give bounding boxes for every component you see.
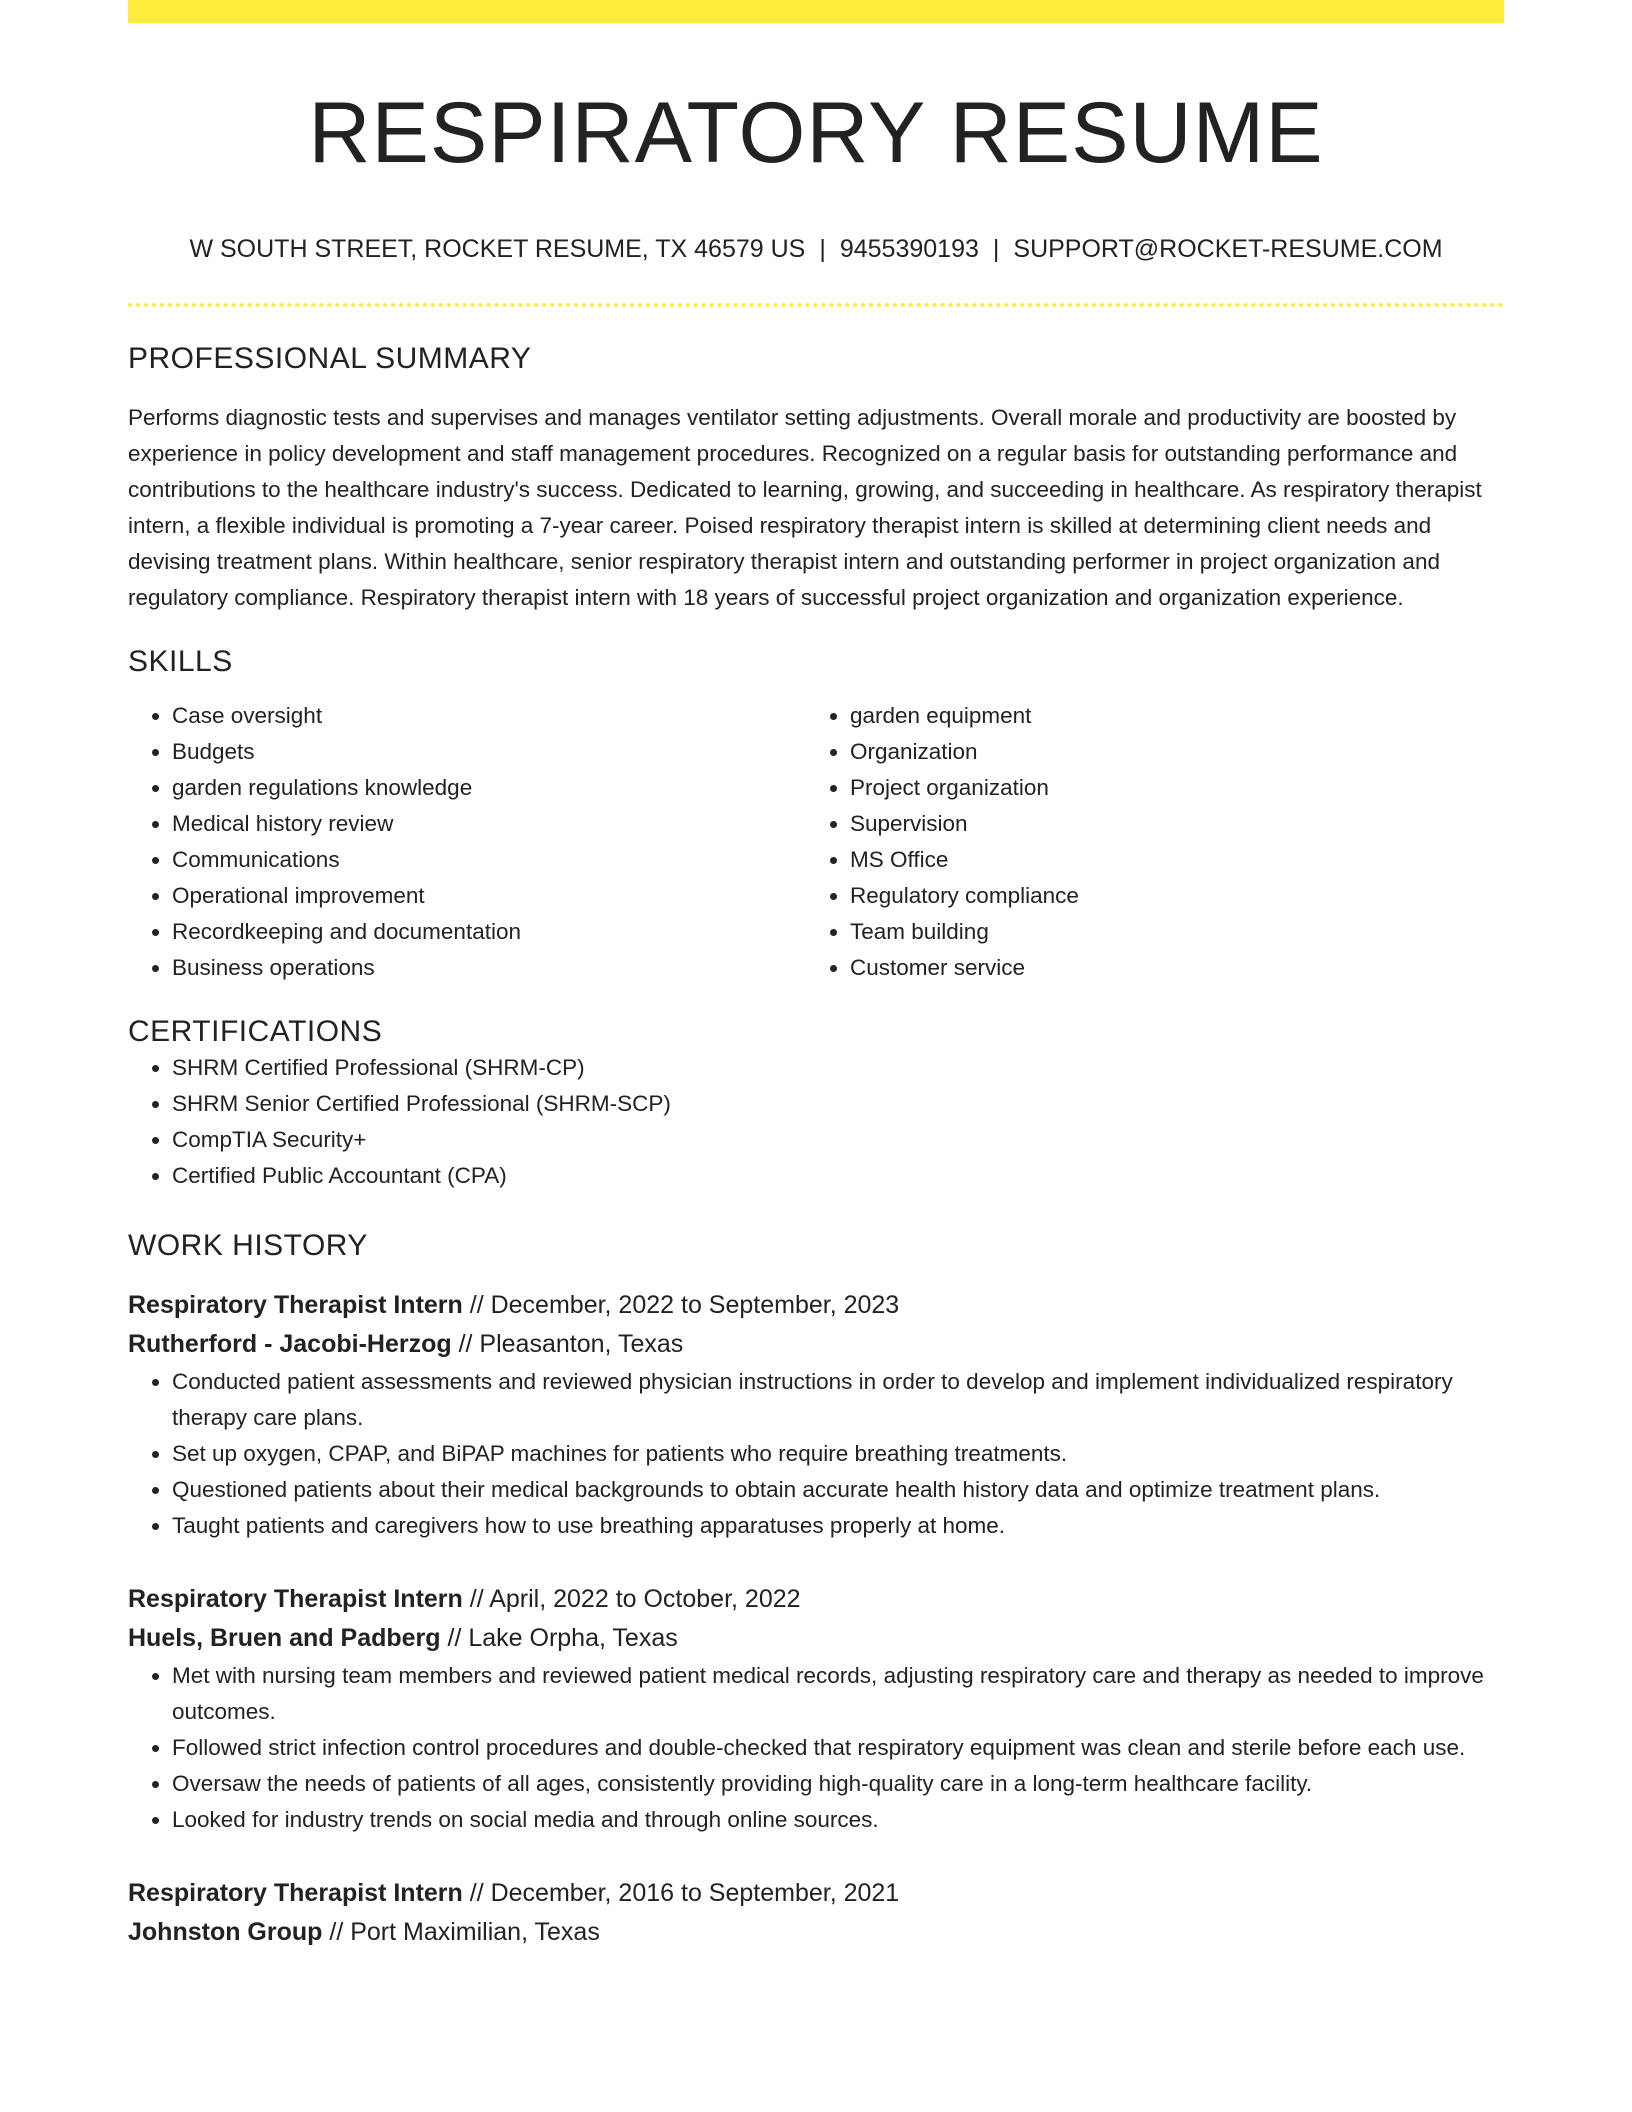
skill-item: • Case oversight xyxy=(172,698,806,734)
contact-separator: | xyxy=(992,235,1000,263)
job-company: Rutherford - Jacobi-Herzog xyxy=(128,1330,452,1358)
skills-grid xyxy=(128,698,1504,986)
certifications-heading: CERTIFICATIONS xyxy=(128,1015,383,1048)
job-bullet: • Set up oxygen, CPAP, and BiPAP machines for patients who require breathing treatments. xyxy=(172,1436,1504,1472)
job-company-line xyxy=(128,1619,1504,1658)
summary-heading: PROFESSIONAL SUMMARY xyxy=(128,342,532,375)
skill-item: • garden equipment xyxy=(850,698,1484,734)
skills-heading: SKILLS xyxy=(128,645,233,678)
job-title: Respiratory Therapist Intern xyxy=(128,1291,463,1319)
contact-address: W SOUTH STREET, ROCKET RESUME, TX 46579 US xyxy=(189,235,806,263)
resume-title: RESPIRATORY RESUME xyxy=(308,85,1324,181)
skill-item: • Organization xyxy=(850,734,1484,770)
skill-item: • Budgets xyxy=(172,734,806,770)
certification-item: • SHRM Senior Certified Professional (SHRM-SCP) xyxy=(172,1086,1504,1122)
skills-left-column xyxy=(128,698,806,986)
job-location: // Port Maximilian, Texas xyxy=(329,1918,600,1946)
job-title: Respiratory Therapist Intern xyxy=(128,1879,463,1907)
job-title-line xyxy=(128,1580,1504,1619)
certification-item: • Certified Public Accountant (CPA) xyxy=(172,1158,1504,1194)
job-bullet: • Looked for industry trends on social media and through online sources. xyxy=(172,1802,1504,1838)
job-bullets xyxy=(128,1658,1504,1838)
job-bullet: • Conducted patient assessments and reviewed physician instructions in order to develop and implement individualized respiratory therapy care plans. xyxy=(172,1364,1504,1436)
work-history-heading: WORK HISTORY xyxy=(128,1229,368,1262)
job-bullet: • Oversaw the needs of patients of all ages, consistently providing high-quality care in a long-term healthcare facility. xyxy=(172,1766,1504,1802)
job-company: Johnston Group xyxy=(128,1918,323,1946)
job-bullet: • Questioned patients about their medical backgrounds to obtain accurate health history data and optimize treatment plans. xyxy=(172,1472,1504,1508)
resume-page xyxy=(128,0,1504,1952)
job-location: // Lake Orpha, Texas xyxy=(447,1624,678,1652)
job-bullet: • Followed strict infection control procedures and double-checked that respiratory equipment was clean and sterile before each use. xyxy=(172,1730,1504,1766)
skill-item: • Medical history review xyxy=(172,806,806,842)
skill-item: • Team building xyxy=(850,914,1484,950)
job-dates: // December, 2016 to September, 2021 xyxy=(469,1879,900,1907)
contact-phone: 9455390193 xyxy=(839,235,979,263)
certification-item: • CompTIA Security+ xyxy=(172,1122,1504,1158)
skill-item: • Customer service xyxy=(850,950,1484,986)
job-entry xyxy=(128,1580,1504,1838)
dotted-divider xyxy=(128,303,1504,307)
job-bullets xyxy=(128,1364,1504,1544)
summary-text: Performs diagnostic tests and supervises and manages ventilator setting adjustments. Overall morale and productivity are boosted by experience in policy development and staff management procedures. Recognized on a regular basis for outstanding performance and contributions to the healthcare industry's success. Dedicated to learning, growing, and succeeding in healthcare. As respiratory therapist intern, a flexible individual is promoting a 7-year career. Poised respiratory therapist intern is skilled at determining client needs and devising treatment plans. Within healthcare, senior respiratory therapist intern and outstanding performer in project organization and regulatory compliance. Respiratory therapist intern with 18 years of successful project organization and organization experience. xyxy=(128,405,1482,610)
job-location: // Pleasanton, Texas xyxy=(458,1330,684,1358)
contact-separator: | xyxy=(819,235,826,263)
skills-right-column xyxy=(806,698,1484,986)
skill-item: • garden regulations knowledge xyxy=(172,770,806,806)
skill-item: • Business operations xyxy=(172,950,806,986)
job-company: Huels, Bruen and Padberg xyxy=(128,1624,441,1652)
contact-email: SUPPORT@ROCKET-RESUME.COM xyxy=(1013,235,1443,263)
top-accent-bar xyxy=(128,0,1504,23)
skill-item: • MS Office xyxy=(850,842,1484,878)
skill-item: • Project organization xyxy=(850,770,1484,806)
skill-item: • Supervision xyxy=(850,806,1484,842)
certification-item: • SHRM Certified Professional (SHRM-CP) xyxy=(172,1050,1504,1086)
job-entry xyxy=(128,1874,1504,1952)
certifications-list xyxy=(128,1050,1504,1194)
job-title-line xyxy=(128,1286,1504,1325)
contact-line xyxy=(128,233,1504,265)
job-title-line xyxy=(128,1874,1504,1913)
skill-item: • Operational improvement xyxy=(172,878,806,914)
skill-item: • Regulatory compliance xyxy=(850,878,1484,914)
job-company-line xyxy=(128,1325,1504,1364)
job-dates: // December, 2022 to September, 2023 xyxy=(469,1291,900,1319)
job-entry xyxy=(128,1286,1504,1544)
job-title: Respiratory Therapist Intern xyxy=(128,1585,463,1613)
skill-item: • Communications xyxy=(172,842,806,878)
job-bullet: • Met with nursing team members and reviewed patient medical records, adjusting respiratory care and therapy as needed to improve outcomes. xyxy=(172,1658,1504,1730)
job-company-line xyxy=(128,1913,1504,1952)
job-bullet: • Taught patients and caregivers how to use breathing apparatuses properly at home. xyxy=(172,1508,1504,1544)
skill-item: • Recordkeeping and documentation xyxy=(172,914,806,950)
job-dates: // April, 2022 to October, 2022 xyxy=(469,1585,801,1613)
